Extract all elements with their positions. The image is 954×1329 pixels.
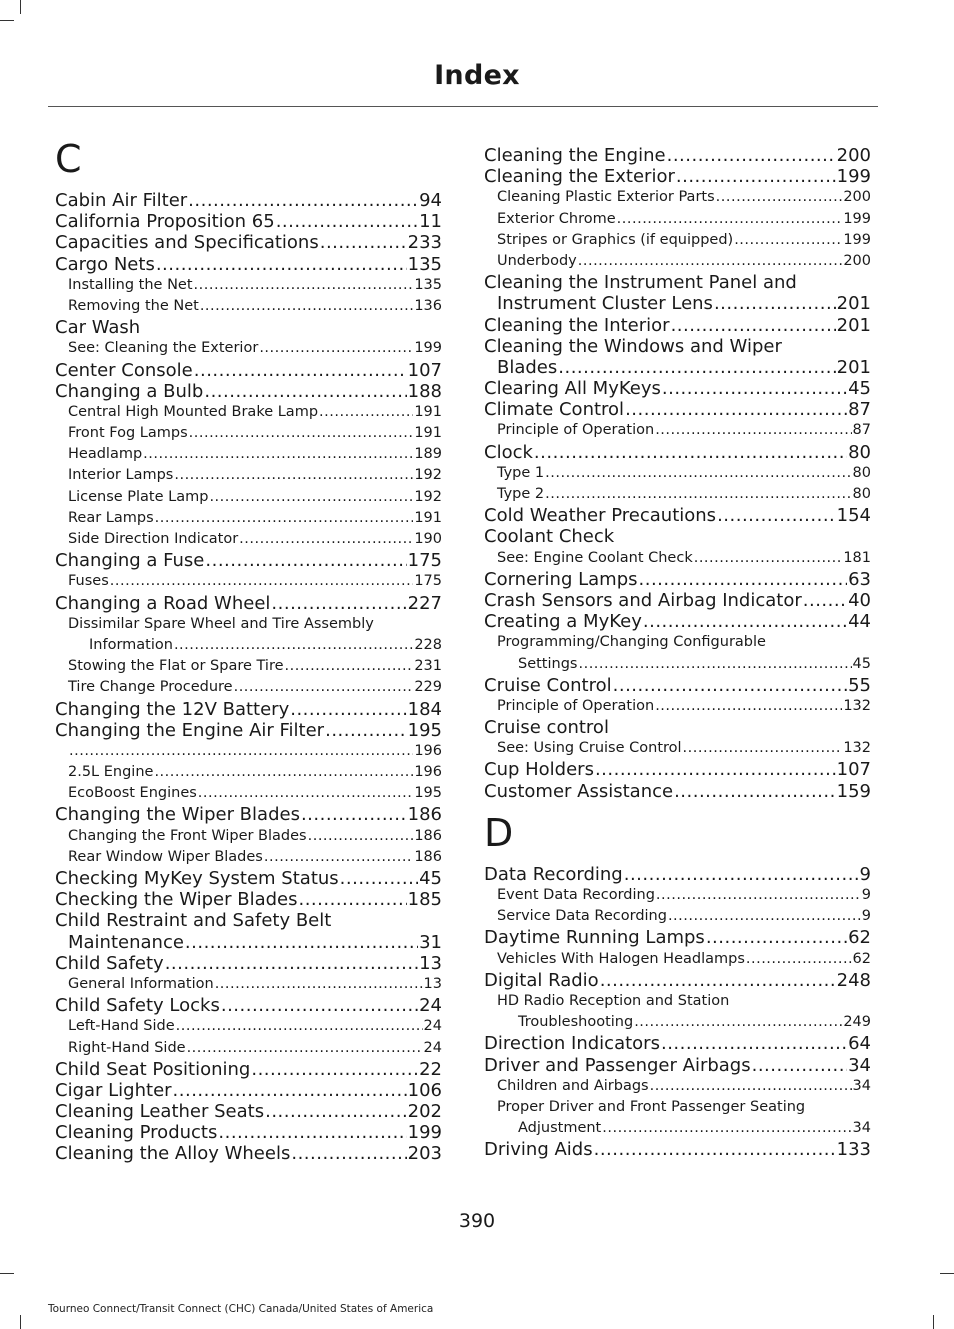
dot-leader bbox=[251, 1059, 418, 1080]
dot-leader bbox=[668, 906, 861, 927]
index-entry[interactable]: Cornering Lamps ..... 63 bbox=[484, 569, 871, 590]
dot-leader bbox=[276, 211, 418, 232]
index-subentry[interactable]: Interior Lamps ..... 192 bbox=[55, 465, 442, 486]
index-entry[interactable]: Child Safety ..... 13 bbox=[55, 953, 442, 974]
dot-leader bbox=[194, 275, 414, 296]
index-entry[interactable]: Cleaning the Alloy Wheels ..... 203 bbox=[55, 1143, 442, 1164]
dot-leader bbox=[746, 949, 852, 970]
index-subentry[interactable]: Principle of Operation ..... 132 bbox=[484, 696, 871, 717]
dot-leader bbox=[174, 465, 413, 486]
title-rule bbox=[48, 106, 878, 107]
index-subentry[interactable]: Stripes or Graphics (if equipped) ..... 199 bbox=[484, 230, 871, 251]
dot-leader bbox=[239, 529, 413, 550]
dot-leader bbox=[595, 759, 836, 780]
dot-leader bbox=[655, 696, 842, 717]
dot-leader bbox=[325, 720, 407, 741]
dot-leader bbox=[218, 1122, 406, 1143]
index-subentry[interactable]: EcoBoost Engines ..... 195 bbox=[55, 783, 442, 804]
index-subentry[interactable]: Right-Hand Side ..... 24 bbox=[55, 1038, 442, 1059]
dot-leader bbox=[264, 847, 413, 868]
index-heading: Cruise control bbox=[484, 717, 609, 739]
dot-leader bbox=[624, 864, 859, 885]
index-subentry-continuation[interactable]: Adjustment ..... 34 bbox=[484, 1118, 871, 1139]
index-entry[interactable]: Changing the Engine Air Filter ..... 195 bbox=[55, 720, 442, 741]
crop-mark bbox=[940, 1273, 954, 1274]
index-heading: Car Wash bbox=[55, 317, 141, 339]
dot-leader bbox=[545, 463, 851, 484]
index-entry[interactable]: Climate Control ..... 87 bbox=[484, 399, 871, 420]
index-subentry[interactable]: Stowing the Flat or Spare Tire ..... 231 bbox=[55, 656, 442, 677]
index-entry[interactable]: Driver and Passenger Airbags ..... 34 bbox=[484, 1055, 871, 1076]
dot-leader bbox=[656, 885, 861, 906]
index-entry[interactable]: Changing the Wiper Blades ..... 186 bbox=[55, 804, 442, 825]
index-entry[interactable]: Cleaning the Interior ..... 201 bbox=[484, 315, 871, 336]
index-subentry: Proper Driver and Front Passenger Seating bbox=[497, 1098, 806, 1115]
dot-leader bbox=[290, 699, 406, 720]
index-subentry[interactable]: Front Fog Lamps ..... 191 bbox=[55, 423, 442, 444]
dot-leader bbox=[578, 654, 851, 675]
dot-leader bbox=[69, 741, 413, 762]
dot-leader bbox=[594, 1139, 836, 1160]
dot-leader bbox=[639, 569, 848, 590]
index-subentry[interactable]: See: Using Cruise Control ..... 132 bbox=[484, 738, 871, 759]
dot-leader bbox=[602, 1118, 851, 1139]
dot-leader bbox=[617, 209, 843, 230]
dot-leader bbox=[734, 230, 842, 251]
dot-leader bbox=[643, 611, 847, 632]
index-subentry[interactable]: Children and Airbags ..... 34 bbox=[484, 1076, 871, 1097]
index-subentry[interactable]: 2.5L Engine ..... 196 bbox=[55, 762, 442, 783]
dot-leader bbox=[671, 315, 836, 336]
index-subentry[interactable]: Changing the Front Wiper Blades ..... 186 bbox=[55, 826, 442, 847]
dot-leader bbox=[650, 1076, 852, 1097]
dot-leader bbox=[110, 571, 414, 592]
dot-leader bbox=[558, 357, 835, 378]
dot-leader bbox=[271, 593, 406, 614]
index-entry[interactable]: Cruise Control ..... 55 bbox=[484, 675, 871, 696]
index-subentry[interactable]: ..... 196 bbox=[55, 741, 442, 762]
index-subentry-continuation[interactable]: Information ..... 228 bbox=[55, 635, 442, 656]
index-subentry-continuation[interactable]: Settings ..... 45 bbox=[484, 654, 871, 675]
dot-leader bbox=[340, 868, 418, 889]
dot-leader bbox=[298, 889, 406, 910]
index-entry: Cleaning the Windows and Wiper bbox=[484, 335, 782, 357]
index-entry[interactable]: Cold Weather Precautions ..... 154 bbox=[484, 505, 871, 526]
dot-leader bbox=[259, 338, 413, 359]
index-entry[interactable]: Clearing All MyKeys ..... 45 bbox=[484, 378, 871, 399]
index-subentry[interactable]: Principle of Operation ..... 87 bbox=[484, 420, 871, 441]
index-subentry[interactable]: Headlamp ..... 189 bbox=[55, 444, 442, 465]
index-subentry[interactable]: Installing the Net ..... 135 bbox=[55, 275, 442, 296]
index-entry[interactable]: Data Recording ..... 9 bbox=[484, 864, 871, 885]
dot-leader bbox=[285, 656, 414, 677]
dot-leader bbox=[265, 1101, 407, 1122]
dot-leader bbox=[716, 187, 843, 208]
dot-leader bbox=[176, 1016, 423, 1037]
dot-leader bbox=[803, 590, 847, 611]
dot-leader bbox=[752, 1055, 847, 1076]
dot-leader bbox=[234, 677, 414, 698]
index-entry[interactable]: Cabin Air Filter ..... 94 bbox=[55, 190, 442, 211]
dot-leader bbox=[194, 360, 407, 381]
index-subentry[interactable]: Vehicles With Halogen Headlamps ..... 62 bbox=[484, 949, 871, 970]
dot-leader bbox=[156, 254, 407, 275]
dot-leader bbox=[600, 970, 836, 991]
index-heading: Coolant Check bbox=[484, 526, 615, 548]
dot-leader bbox=[320, 232, 407, 253]
dot-leader bbox=[706, 927, 847, 948]
index-entry-continuation[interactable]: Blades ..... 201 bbox=[484, 357, 871, 378]
index-entry-continuation[interactable]: Maintenance ..... 31 bbox=[55, 932, 442, 953]
index-entry[interactable]: Daytime Running Lamps ..... 62 bbox=[484, 927, 871, 948]
index-subentry: Dissimilar Spare Wheel and Tire Assembly bbox=[68, 615, 374, 632]
index-entry[interactable]: Cleaning Leather Seats ..... 202 bbox=[55, 1101, 442, 1122]
dot-leader bbox=[662, 378, 847, 399]
index-entry[interactable]: Checking MyKey System Status ..... 45 bbox=[55, 868, 442, 889]
dot-leader bbox=[714, 293, 836, 314]
index-entry[interactable]: Cleaning the Engine ..... 200 bbox=[484, 145, 871, 166]
index-subentry[interactable]: Removing the Net ..... 136 bbox=[55, 296, 442, 317]
dot-leader bbox=[205, 550, 406, 571]
index-entry[interactable]: Changing the 12V Battery ..... 184 bbox=[55, 699, 442, 720]
dot-leader bbox=[291, 1143, 406, 1164]
index-entry[interactable]: Changing a Fuse ..... 175 bbox=[55, 550, 442, 571]
dot-leader bbox=[308, 826, 414, 847]
index-entry[interactable]: Creating a MyKey ..... 44 bbox=[484, 611, 871, 632]
index-entry[interactable]: Child Seat Positioning ..... 22 bbox=[55, 1059, 442, 1080]
crop-mark bbox=[20, 1315, 21, 1329]
dot-leader bbox=[676, 166, 836, 187]
index-entry[interactable]: Cigar Lighter ..... 106 bbox=[55, 1080, 442, 1101]
dot-leader bbox=[683, 738, 843, 759]
dot-leader bbox=[200, 296, 414, 317]
index-entry[interactable]: Center Console ..... 107 bbox=[55, 360, 442, 381]
index-entry[interactable]: Customer Assistance ..... 159 bbox=[484, 781, 871, 802]
index-entry: Child Restraint and Safety Belt bbox=[55, 910, 332, 932]
dot-leader bbox=[209, 487, 413, 508]
crop-mark bbox=[0, 20, 14, 21]
index-subentry[interactable]: General Information ..... 13 bbox=[55, 974, 442, 995]
index-column-left bbox=[55, 134, 442, 1165]
dot-leader bbox=[155, 508, 414, 529]
crop-mark bbox=[0, 1273, 14, 1274]
index-subentry[interactable]: Rear Window Wiper Blades ..... 186 bbox=[55, 847, 442, 868]
index-subentry[interactable]: Fuses ..... 175 bbox=[55, 571, 442, 592]
dot-leader bbox=[215, 974, 423, 995]
index-entry: Cleaning the Instrument Panel and bbox=[484, 272, 797, 294]
dot-leader bbox=[534, 442, 847, 463]
index-subentry-continuation[interactable]: Troubleshooting ..... 249 bbox=[484, 1012, 871, 1033]
index-entry[interactable]: Cleaning Products ..... 199 bbox=[55, 1122, 442, 1143]
footer-text: Tourneo Connect/Transit Connect (CHC) Canada/United States of America bbox=[48, 1303, 434, 1315]
page-title: Index bbox=[434, 60, 520, 91]
dot-leader bbox=[301, 804, 407, 825]
index-entry[interactable]: Digital Radio ..... 248 bbox=[484, 970, 871, 991]
index-entry-continuation[interactable]: Instrument Cluster Lens ..... 201 bbox=[484, 293, 871, 314]
crop-mark bbox=[933, 1315, 934, 1329]
index-entry[interactable]: Capacities and Specifications ..... 233 bbox=[55, 232, 442, 253]
index-entry[interactable]: Changing a Road Wheel ..... 227 bbox=[55, 593, 442, 614]
index-subentry[interactable]: Type 2 ..... 80 bbox=[484, 484, 871, 505]
index-entry[interactable]: Clock ..... 80 bbox=[484, 442, 871, 463]
index-subentry: Programming/Changing Configurable bbox=[497, 634, 766, 651]
dot-leader bbox=[661, 1033, 847, 1054]
index-subentry[interactable]: Underbody ..... 200 bbox=[484, 251, 871, 272]
index-subentry[interactable]: See: Cleaning the Exterior ..... 199 bbox=[55, 338, 442, 359]
dot-leader bbox=[625, 399, 847, 420]
dot-leader bbox=[221, 995, 418, 1016]
dot-leader bbox=[674, 781, 836, 802]
index-entry[interactable]: Direction Indicators ..... 64 bbox=[484, 1033, 871, 1054]
index-subentry[interactable]: Cleaning Plastic Exterior Parts ..... 200 bbox=[484, 187, 871, 208]
index-subentry[interactable]: See: Engine Coolant Check ..... 181 bbox=[484, 548, 871, 569]
dot-leader bbox=[187, 1038, 423, 1059]
dot-leader bbox=[165, 953, 418, 974]
dot-leader bbox=[545, 484, 851, 505]
dot-leader bbox=[143, 444, 413, 465]
index-entry[interactable]: Changing a Bulb ..... 188 bbox=[55, 381, 442, 402]
crop-mark bbox=[20, 0, 21, 14]
index-subentry: HD Radio Reception and Station bbox=[497, 992, 730, 1009]
index-entry[interactable]: Driving Aids ..... 133 bbox=[484, 1139, 871, 1160]
index-subentry[interactable]: Tire Change Procedure ..... 229 bbox=[55, 677, 442, 698]
section-letter: C bbox=[55, 137, 82, 181]
dot-leader bbox=[154, 762, 413, 783]
index-entry[interactable]: Cleaning the Exterior ..... 199 bbox=[484, 166, 871, 187]
dot-leader bbox=[655, 420, 851, 441]
index-subentry[interactable]: Service Data Recording ..... 9 bbox=[484, 906, 871, 927]
page-number: 390 bbox=[458, 1210, 496, 1232]
index-subentry[interactable]: Exterior Chrome ..... 199 bbox=[484, 209, 871, 230]
index-subentry[interactable]: Event Data Recording ..... 9 bbox=[484, 885, 871, 906]
index-subentry[interactable]: Type 1 ..... 80 bbox=[484, 463, 871, 484]
dot-leader bbox=[717, 505, 836, 526]
index-subentry[interactable]: License Plate Lamp ..... 192 bbox=[55, 487, 442, 508]
index-entry[interactable]: Cargo Nets ..... 135 bbox=[55, 254, 442, 275]
dot-leader bbox=[667, 145, 836, 166]
dot-leader bbox=[188, 190, 418, 211]
dot-leader bbox=[204, 381, 406, 402]
index-entry[interactable]: Child Safety Locks ..... 24 bbox=[55, 995, 442, 1016]
section-letter: D bbox=[484, 810, 514, 855]
dot-leader bbox=[578, 251, 843, 272]
dot-leader bbox=[634, 1012, 842, 1033]
dot-leader bbox=[185, 932, 418, 953]
index-entry[interactable]: Checking the Wiper Blades ..... 185 bbox=[55, 889, 442, 910]
dot-leader bbox=[189, 423, 414, 444]
dot-leader bbox=[198, 783, 414, 804]
dot-leader bbox=[319, 402, 413, 423]
index-entry[interactable]: Crash Sensors and Airbag Indicator ..... 40 bbox=[484, 590, 871, 611]
index-entry[interactable]: California Proposition 65 ..... 11 bbox=[55, 211, 442, 232]
index-column-right bbox=[484, 145, 871, 1160]
index-subentry[interactable]: Side Direction Indicator ..... 190 bbox=[55, 529, 442, 550]
index-entry[interactable]: Cup Holders ..... 107 bbox=[484, 759, 871, 780]
index-subentry[interactable]: Rear Lamps ..... 191 bbox=[55, 508, 442, 529]
dot-leader bbox=[613, 675, 847, 696]
dot-leader bbox=[694, 548, 843, 569]
index-subentry[interactable]: Central High Mounted Brake Lamp ..... 191 bbox=[55, 402, 442, 423]
dot-leader bbox=[173, 1080, 407, 1101]
index-subentry[interactable]: Left-Hand Side ..... 24 bbox=[55, 1016, 442, 1037]
dot-leader bbox=[174, 635, 413, 656]
